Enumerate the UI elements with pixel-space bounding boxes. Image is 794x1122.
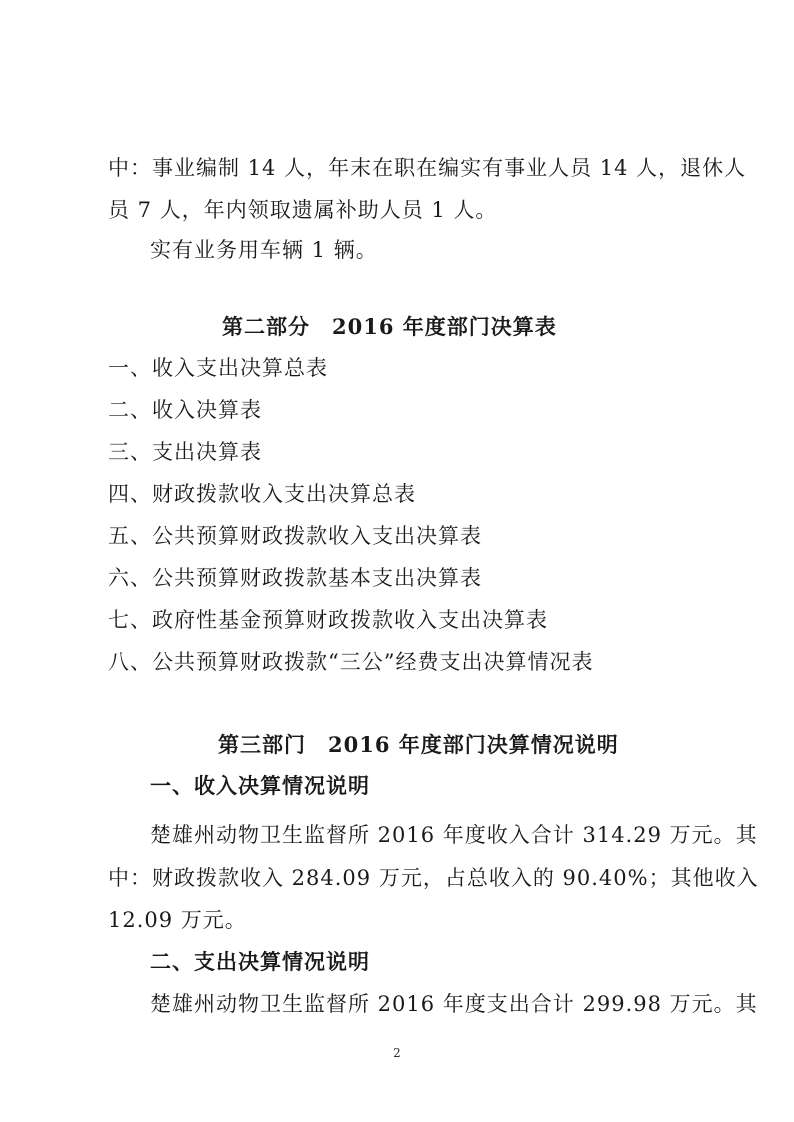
paragraph-line: 楚雄州动物卫生监督所 2016 年度支出合计 299.98 万元。其 [150, 992, 758, 1016]
paragraph-line: 实有业务用车辆 1 辆。 [150, 238, 378, 262]
list-item: 四、财政拨款收入支出决算总表 [108, 482, 416, 506]
section-title-part2: 第二部分 2016 年度部门决算表 [222, 314, 557, 339]
paragraph-line: 中：财政拨款收入 284.09 万元，占总收入的 90.40%；其他收入 [108, 866, 759, 890]
list-item: 五、公共预算财政拨款收入支出决算表 [108, 524, 482, 548]
paragraph-line: 员 7 人，年内领取遗属补助人员 1 人。 [108, 198, 498, 222]
list-item: 三、支出决算表 [108, 440, 262, 464]
subsection-title-income: 一、收入决算情况说明 [150, 773, 370, 798]
list-item: 六、公共预算财政拨款基本支出决算表 [108, 566, 482, 590]
paragraph-line: 楚雄州动物卫生监督所 2016 年度收入合计 314.29 万元。其 [150, 823, 758, 847]
paragraph-line: 中：事业编制 14 人，年末在职在编实有事业人员 14 人，退休人 [108, 156, 747, 180]
list-item: 八、公共预算财政拨款“三公”经费支出决算情况表 [108, 650, 594, 674]
list-item: 七、政府性基金预算财政拨款收入支出决算表 [108, 608, 548, 632]
page-number: 2 [393, 1046, 401, 1060]
list-item: 一、收入支出决算总表 [108, 356, 328, 380]
section-title-part3: 第三部门 2016 年度部门决算情况说明 [218, 732, 619, 757]
paragraph-line: 12.09 万元。 [108, 908, 247, 932]
list-item: 二、收入决算表 [108, 398, 262, 422]
subsection-title-expense: 二、支出决算情况说明 [150, 949, 370, 974]
